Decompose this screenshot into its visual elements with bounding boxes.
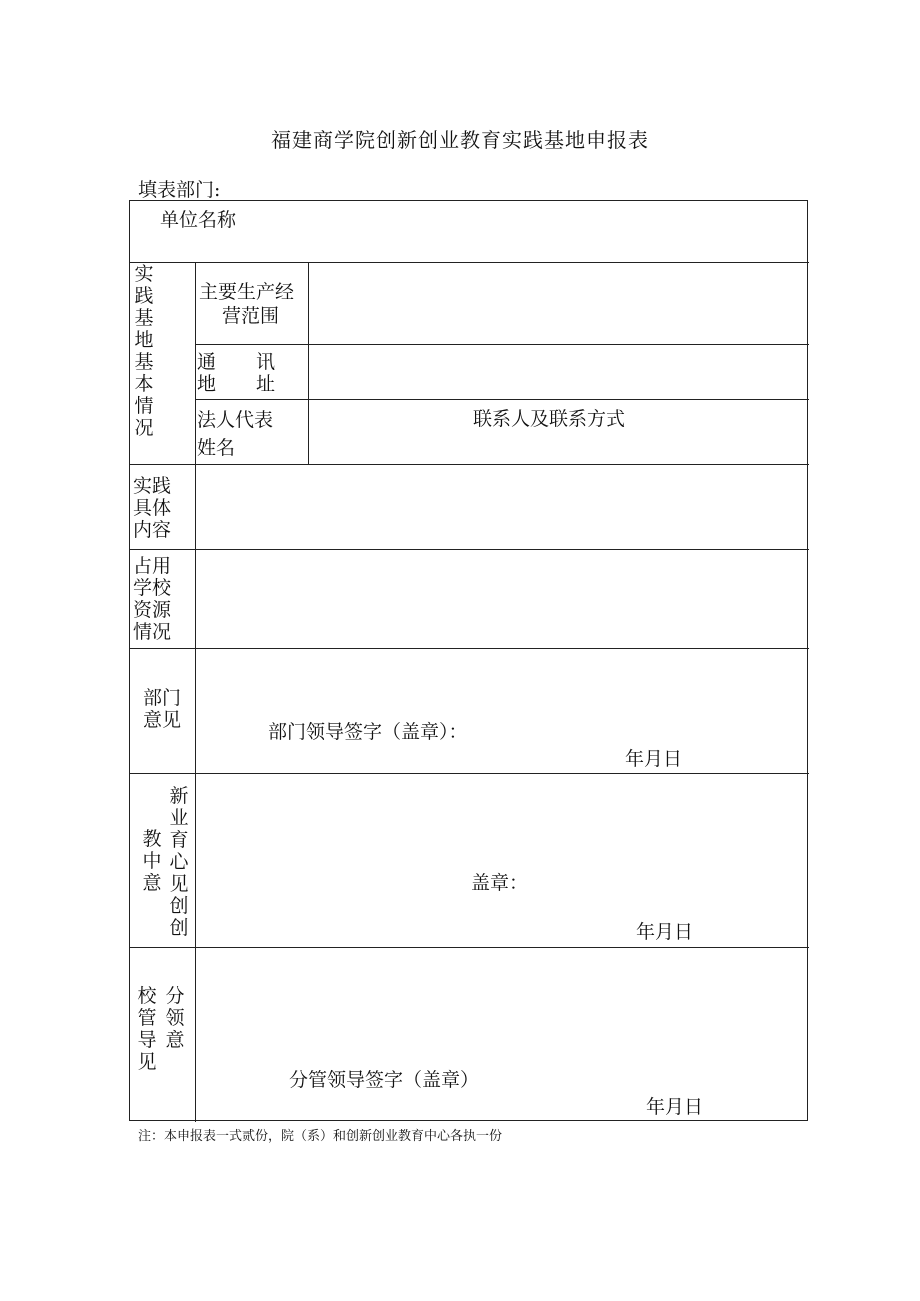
base-info-label: 实践基地基本情况 [134, 263, 154, 439]
address-label-char: 址 [256, 373, 276, 395]
center-stamp-label: 盖章： [471, 872, 529, 894]
row-divider [130, 549, 809, 550]
address-label-char: 地 [197, 373, 217, 395]
row-divider [195, 344, 809, 345]
business-scope-label-line1: 主要生产经 [199, 281, 295, 303]
practice-content-label: 实践具体内容 [133, 475, 172, 541]
column-divider [308, 262, 309, 464]
center-date-label: 年月日 [636, 921, 694, 943]
dept-date-label: 年月日 [625, 748, 683, 770]
row-divider [130, 773, 809, 774]
center-opinion-label-right: 新业育心见创创 [169, 785, 189, 939]
page-title: 福建商学院创新创业教育实践基地申报表 [271, 128, 649, 152]
leader-opinion-label-left: 校管导见 [137, 985, 157, 1073]
dept-signature-label: 部门领导签字（盖章）： [268, 721, 468, 743]
leader-signature-label: 分管领导签字（盖章） [289, 1069, 480, 1091]
row-divider [130, 947, 809, 948]
address-label-char: 讯 [256, 351, 276, 373]
row-divider [130, 464, 809, 465]
unit-name-label: 单位名称 [160, 209, 237, 231]
application-form-table [129, 200, 808, 1121]
business-scope-label-line2: 营范围 [222, 305, 280, 327]
contact-label: 联系人及联系方式 [473, 408, 626, 430]
dept-opinion-label: 部门意见 [143, 687, 182, 731]
footnote: 注：本申报表一式贰份，院（系）和创新创业教育中心各执一份 [138, 1129, 503, 1144]
address-label-char: 通 [197, 351, 217, 373]
column-divider [195, 262, 196, 1122]
legal-rep-label-line2: 姓名 [197, 437, 236, 459]
row-divider [130, 262, 809, 263]
leader-date-label: 年月日 [646, 1096, 704, 1118]
legal-rep-label-line1: 法人代表 [197, 409, 274, 431]
leader-opinion-label-right: 分领意 [165, 985, 185, 1051]
center-opinion-label-left: 教中意 [142, 828, 162, 894]
dept-label: 填表部门: [138, 179, 221, 201]
row-divider [130, 648, 809, 649]
row-divider [195, 399, 809, 400]
resources-label: 占用学校资源情况 [133, 555, 172, 643]
